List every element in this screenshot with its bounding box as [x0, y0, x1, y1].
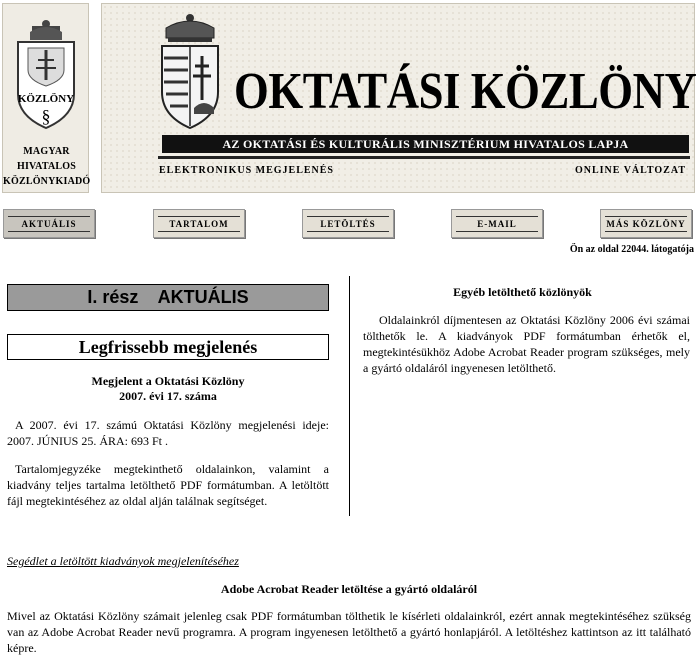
- other-downloads-paragraph: Oldalainkról díjmentesen az Oktatási Közlöny 2006 évi számai tölthetők le. A kiadványok PDF formátumban érhetők el, megtekintésükhöz Adobe Acrobat Reader program szükséges, mely a gyártó oldaláról ingyenesen letölthető.: [363, 313, 690, 375]
- issue-info-paragraph: A 2007. évi 17. számú Oktatási Közlöny megjelenési ideje: 2007. JÚNIUS 25. ÁRA: 693 Ft .: [7, 418, 329, 448]
- nav-aktualis-button[interactable]: [3, 209, 95, 238]
- issue-heading-line-1: Megjelent a Oktatási Közlöny: [91, 374, 245, 388]
- help-link[interactable]: Segédlet a letöltött kiadványok megjelenítéséhez: [7, 554, 239, 568]
- edition-left-tag: ELEKTRONIKUS MEGJELENÉS: [159, 165, 334, 176]
- publisher-line-3: KÖZLÖNYKIADÓ: [3, 176, 91, 187]
- issue-heading-line-2: 2007. évi 17. száma: [119, 389, 217, 403]
- nav-letoltes-button[interactable]: [302, 209, 394, 238]
- publication-subtitle: AZ OKTATÁSI ÉS KULTURÁLIS MINISZTÉRIUM HIVATALOS LAPJA: [162, 135, 689, 153]
- seal-label: KÖZLÖNY: [17, 93, 75, 105]
- seal-symbol: §: [41, 106, 51, 126]
- edition-right-tag: ONLINE VÁLTOZAT: [574, 165, 686, 176]
- publisher-logo: [2, 3, 89, 193]
- acrobat-heading: Adobe Acrobat Reader letöltése a gyártó oldaláról: [220, 582, 478, 596]
- nav-tartalom-label: TARTALOM: [158, 216, 240, 232]
- coat-of-arms-seal-icon: [12, 18, 80, 140]
- publication-title: OKTATÁSI KÖZLÖNY: [234, 63, 697, 120]
- visitor-counter: Ön az oldal 22044. látogatója: [569, 244, 694, 255]
- contents-info-paragraph: Tartalomjegyzéke megtekinthető oldalainkon, valamint a kiadvány teljes tartalma letölthető PDF formátumban. A letöltött fájl megtekintéséhez az oldal alján találnak segítséget.: [7, 462, 329, 508]
- masthead-rule: [158, 156, 690, 159]
- nav-email-label: E-MAIL: [456, 216, 538, 232]
- section-title-box: I. rész AKTUÁLIS: [7, 284, 329, 311]
- publisher-line-2: HIVATALOS: [16, 161, 77, 172]
- publisher-line-1: MAGYAR: [23, 146, 70, 157]
- nav-mas-kozlony-button[interactable]: [600, 209, 692, 238]
- nav-aktualis-label: AKTUÁLIS: [8, 216, 90, 232]
- latest-title-box: Legfrissebb megjelenés: [7, 334, 329, 360]
- column-divider: [349, 276, 350, 516]
- acrobat-paragraph: Mivel az Oktatási Közlöny számait jelenleg csak PDF formátumban tölthetik le kísérleti oldalainkról, ezért annak megtekintéséhez szükség van az Adobe Acrobat Reader nevű programra. A program ingyenesen letölthető a gyártó honlapjáról. A letöltéshez kattintson az itt található képre.: [7, 609, 691, 655]
- nav-letoltes-label: LETÖLTÉS: [307, 216, 389, 232]
- other-downloads-heading: Egyéb letölthető közlönyök: [453, 285, 592, 299]
- nav-mas-kozlony-label: MÁS KÖZLÖNY: [605, 216, 687, 232]
- hungarian-coat-of-arms-icon: [158, 12, 222, 130]
- nav-tartalom-button[interactable]: [153, 209, 245, 238]
- nav-email-button[interactable]: [451, 209, 543, 238]
- masthead-banner: [101, 3, 695, 193]
